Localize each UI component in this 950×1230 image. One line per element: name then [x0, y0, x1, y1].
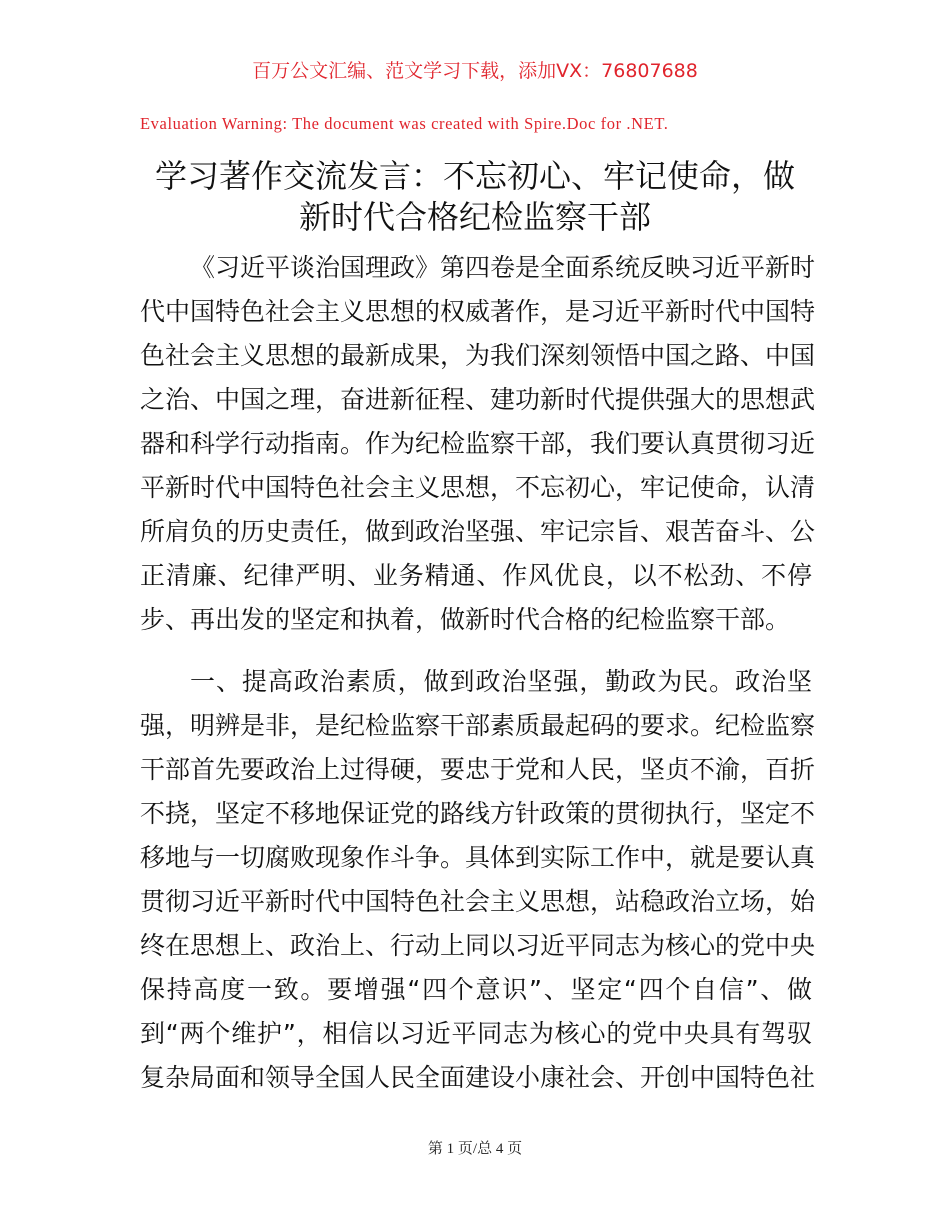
text-line: 终在思想上、政治上、行动上同以习近平同志为核心的党中央: [140, 931, 816, 960]
text-line: 步、再出发的坚定和执着，做新时代合格的纪检监察干部。: [140, 605, 791, 634]
text-line: 不挠，坚定不移地保证党的路线方针政策的贯彻执行，坚定不: [140, 799, 816, 828]
text-line: 色社会主义思想的最新成果，为我们深刻领悟中国之路、中国: [140, 341, 816, 370]
text-line: 所肩负的历史责任，做到政治坚强、牢记宗旨、艰苦奋斗、公: [140, 517, 816, 546]
page-footer: 第 1 页/总 4 页: [427, 1141, 523, 1157]
text-line: 强，明辨是非，是纪检监察干部素质最起码的要求。纪检监察: [140, 711, 816, 740]
text-line: 正清廉、纪律严明、业务精通、作风优良，以不松劲、不停: [140, 561, 812, 590]
evaluation-warning: Evaluation Warning: The document was created with Spire.Doc for .NET.: [140, 114, 669, 133]
paragraph-section-one: [140, 660, 816, 1100]
document-title: [0, 156, 950, 238]
text-line: 移地与一切腐败现象作斗争。具体到实际工作中，就是要认真: [140, 843, 816, 872]
title-line: 新时代合格纪检监察干部: [298, 198, 651, 236]
paragraph-intro: [140, 246, 816, 642]
promo-banner: 百万公文汇编、范文学习下载，添加VX：76807688: [252, 60, 698, 82]
text-line: 器和科学行动指南。作为纪检监察干部，我们要认真贯彻习近: [140, 429, 816, 458]
text-line: 复杂局面和领导全国人民全面建设小康社会、开创中国特色社: [140, 1063, 816, 1092]
text-line: 《习近平谈治国理政》第四卷是全面系统反映习近平新时: [190, 253, 816, 282]
text-line: 之治、中国之理，奋进新征程、建功新时代提供强大的思想武: [140, 385, 816, 414]
text-line: 平新时代中国特色社会主义思想，不忘初心，牢记使命，认清: [140, 473, 816, 502]
text-line: 干部首先要政治上过得硬，要忠于党和人民，坚贞不渝，百折: [140, 755, 816, 784]
title-line: 学习著作交流发言：不忘初心、牢记使命，做: [154, 157, 795, 195]
text-line: 一、提高政治素质，做到政治坚强，勤政为民。政治坚: [190, 667, 812, 696]
text-line: 贯彻习近平新时代中国特色社会主义思想，站稳政治立场，始: [140, 887, 816, 916]
text-line: 到“两个维护”，相信以习近平同志为核心的党中央具有驾驭: [140, 1019, 812, 1048]
text-line: 保持高度一致。要增强“四个意识”、坚定“四个自信”、做: [140, 975, 812, 1004]
text-line: 代中国特色社会主义思想的权威著作，是习近平新时代中国特: [140, 297, 816, 326]
